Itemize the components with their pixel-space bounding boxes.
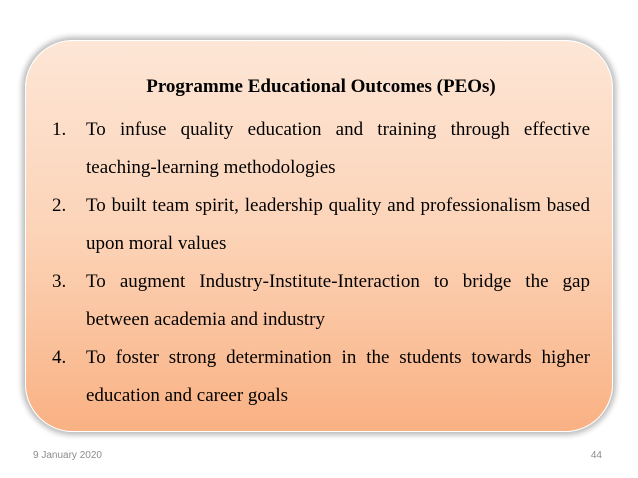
peo-item [52, 187, 590, 263]
peo-box [25, 40, 613, 432]
peo-item [52, 339, 590, 415]
peo-item [52, 111, 590, 187]
peo-item-text: To built team spirit, leadership quality and professionalism based upon moral values [86, 195, 590, 254]
footer-date: 9 January 2020 [33, 450, 102, 461]
peo-list [52, 111, 590, 415]
peo-item-text: To foster strong determination in the students towards higher education and career goals [86, 347, 590, 406]
peo-item-number: 3. [52, 271, 67, 292]
peo-item-text: To infuse quality education and training through effective teaching-learning methodologies [86, 119, 590, 178]
peo-item-number: 2. [52, 195, 67, 216]
footer-page-number: 44 [590, 450, 602, 461]
peo-title: Programme Educational Outcomes (PEOs) [146, 76, 496, 97]
peo-item-number: 4. [52, 347, 67, 368]
peo-item-number: 1. [52, 119, 67, 140]
peo-item [52, 263, 590, 339]
peo-item-text: To augment Industry-Institute-Interaction to bridge the gap between academia and industry [86, 271, 590, 330]
